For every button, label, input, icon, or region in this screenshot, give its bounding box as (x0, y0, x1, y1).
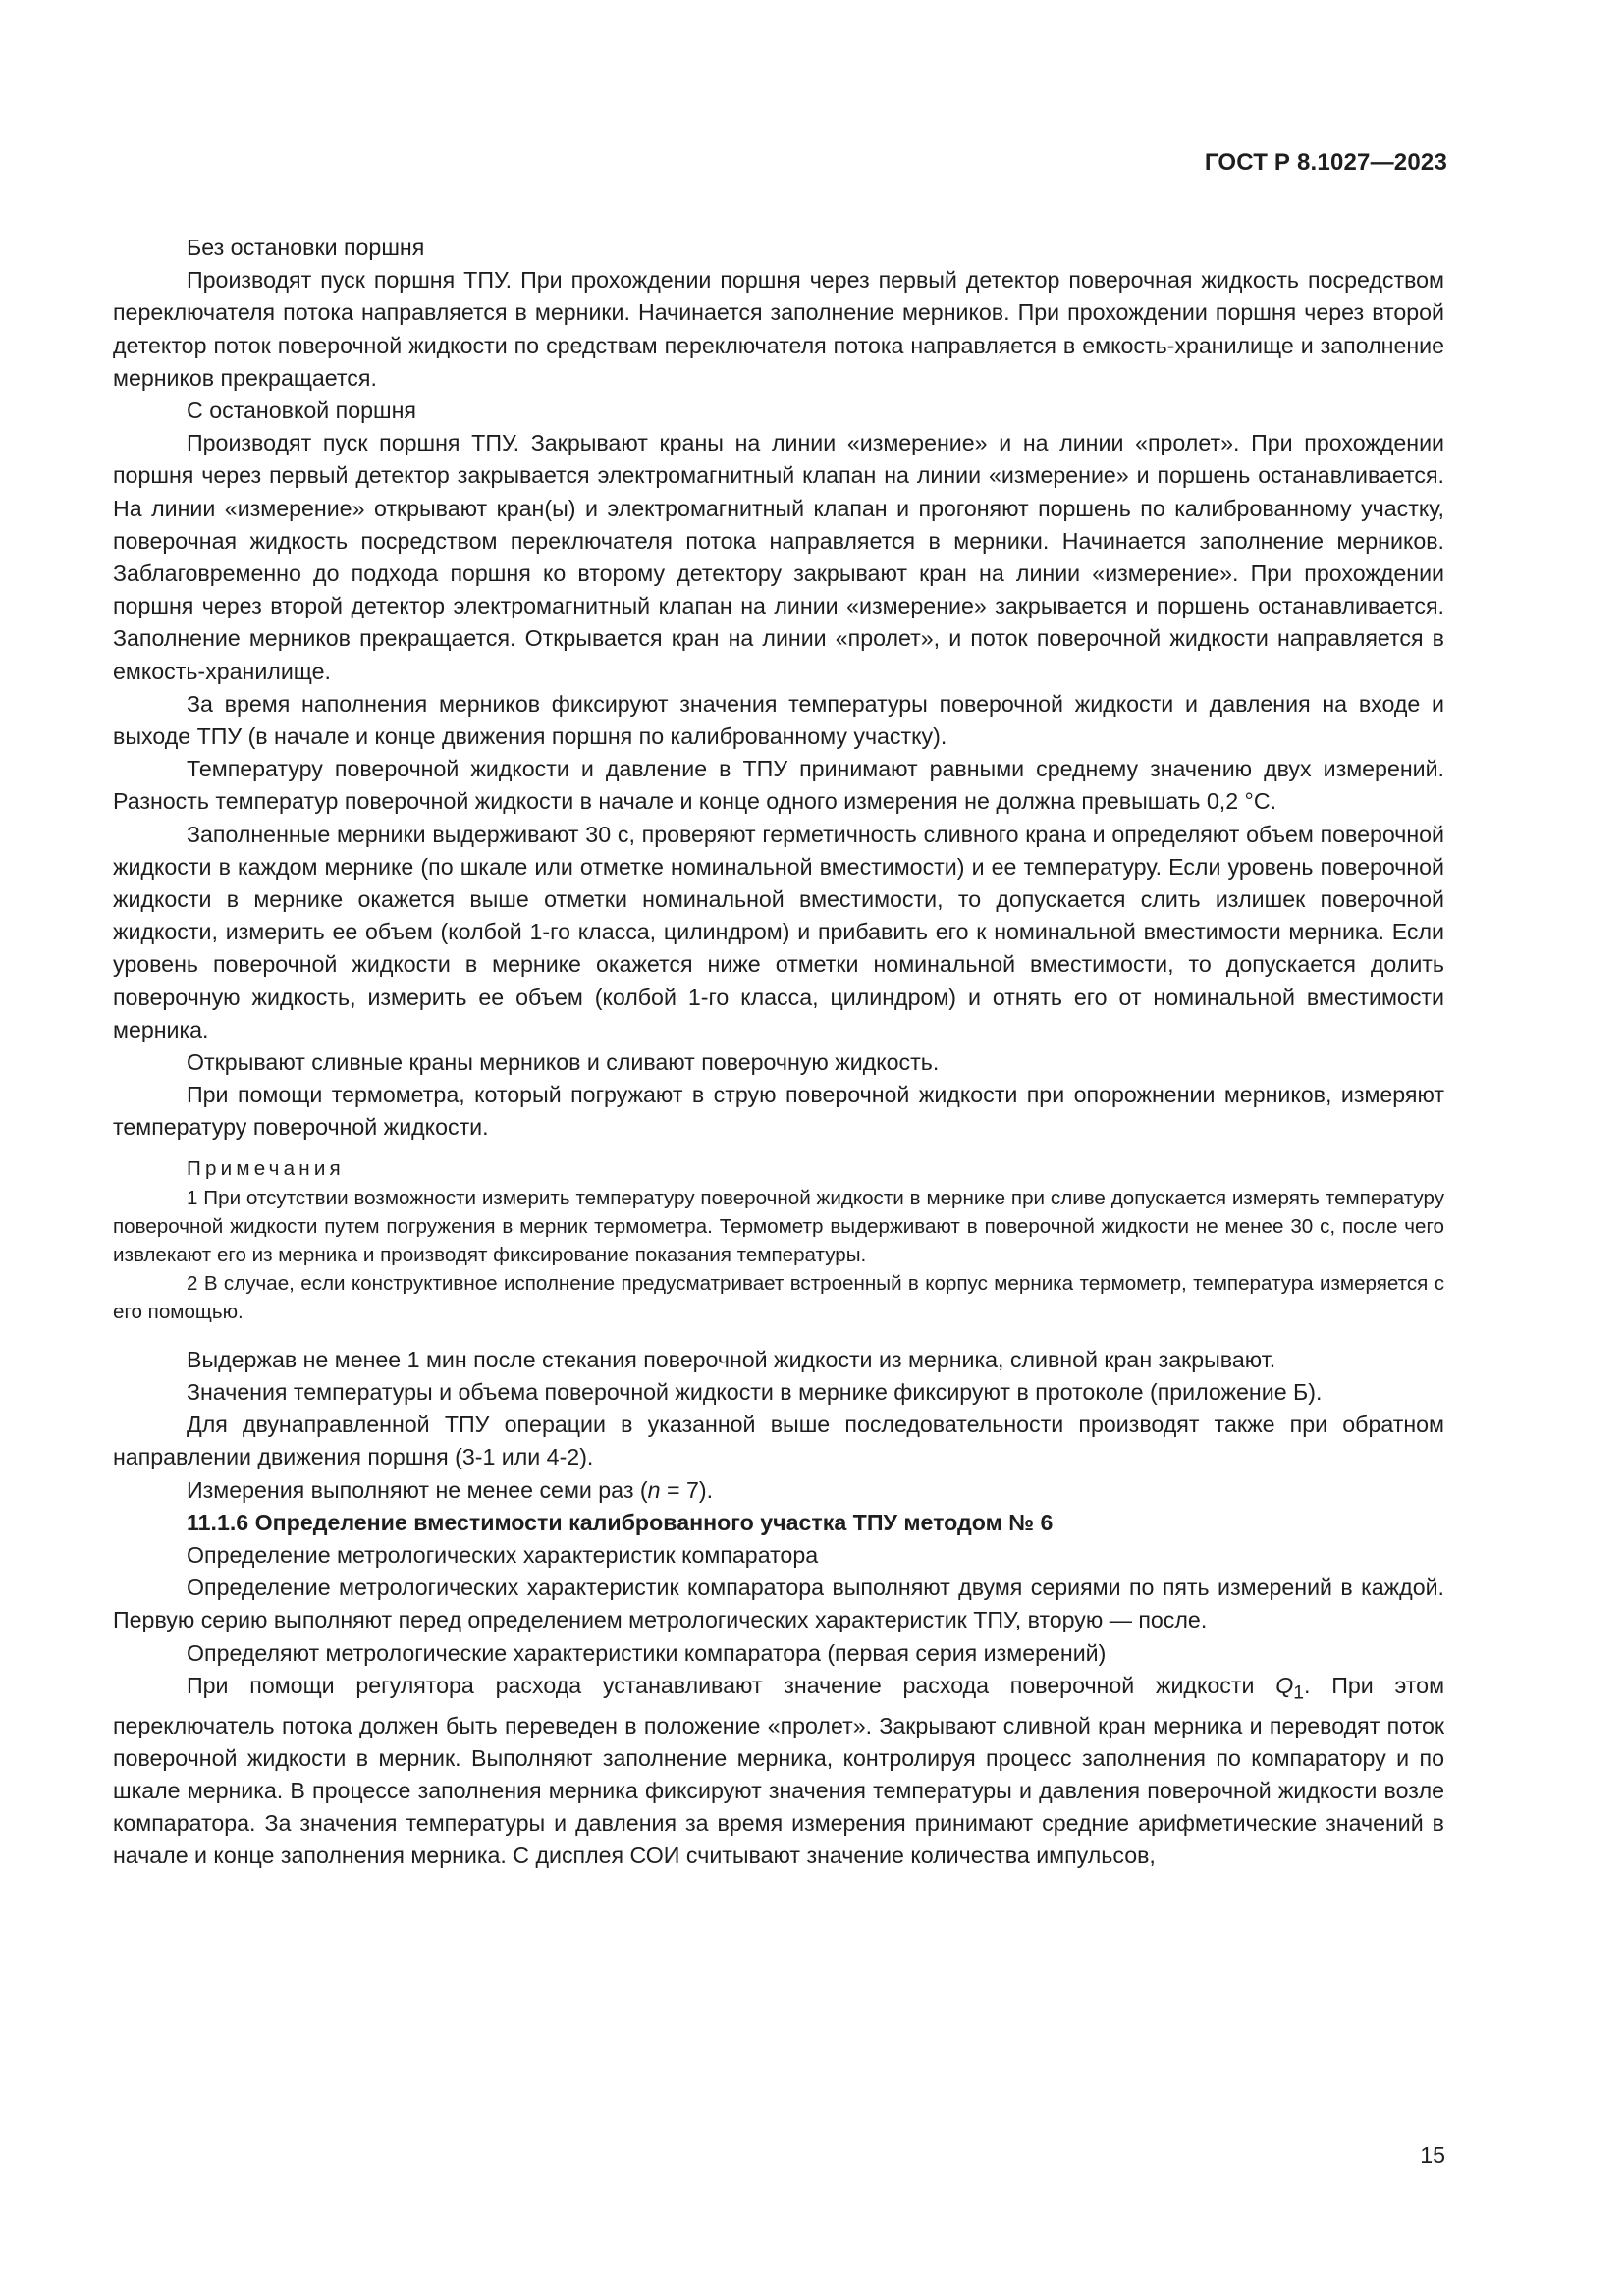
paragraph: Температуру поверочной жидкости и давление в ТПУ принимают равными среднему значению двух измерений. Разность температур поверочной жидкости в начале и конце одного измерения не должна превышать 0,2 °C. (113, 756, 1444, 815)
variable-q-subscript: 1 (1293, 1682, 1304, 1704)
note-item: 2 В случае, если конструктивное исполнение предусматривает встроенный в корпус мерника термометр, температура измеряется с его помощью. (113, 1271, 1444, 1323)
subheading-first-series: Определяют метрологические характеристики компаратора (первая серия измерений) (187, 1639, 1107, 1666)
body-text (113, 232, 1444, 1873)
subheading-no-stop: Без остановки поршня (187, 235, 425, 260)
paragraph: Заполненные мерники выдерживают 30 с, проверяют герметичность сливного крана и определяют объем поверочной жидкости в каждом мернике (по шкале или отметке номинальной вместимости) и ее температуру. Если уровень поверочной жидкости в мернике окажется выше отметки номинальной вместимости, то допускается слить излишек поверочной жидкости, измерить ее объем (колбой 1-го класса, цилиндром) и прибавить его к номинальной вместимости мерника. Если уровень поверочной жидкости в мернике окажется ниже отметки номинальной вместимости, то допускается долить поверочную жидкость, измерить ее объем (колбой 1-го класса, цилиндром) и отнять его от номинальной вместимости мерника. (113, 821, 1444, 1042)
measurements-prefix: Измерения выполняют не менее семи раз ( (187, 1476, 648, 1503)
final-paragraph (113, 1670, 1444, 1873)
paragraph: При помощи термометра, который погружают в струю поверочной жидкости при опорожнении мерников, измеряют температуру поверочной жидкости. (113, 1082, 1444, 1141)
subheading-comparator: Определение метрологических характеристик компаратора (187, 1541, 819, 1568)
paragraph: Для двунаправленной ТПУ операции в указанной выше последовательности производят также при обратном направлении движения поршня (3-1 или 4-2). (113, 1412, 1444, 1470)
subheading-with-stop: С остановкой поршня (187, 398, 416, 424)
paragraph: Производят пуск поршня ТПУ. При прохождении поршня через первый детектор поверочная жидкость посредством переключателя потока направляется в мерники. Начинается заполнение мерников. При прохождении поршня через второй детектор поток поверочной жидкости по средствам переключателя потока направляется в емкость-хранилище и заполнение мерников прекращается. (113, 267, 1444, 391)
variable-q: Q (1275, 1672, 1294, 1698)
page-number: 15 (1420, 2142, 1445, 2167)
measurements-paragraph (113, 1474, 1444, 1507)
paragraph: Производят пуск поршня ТПУ. Закрывают краны на линии «измерение» и на линии «пролет». При прохождении поршня через первый детектор закрывается электромагнитный клапан на линии «измерение» и поршень останавливается. На линии «измерение» открывают кран(ы) и электромагнитный клапан и прогоняют поршень по калиброванному участку, поверочная жидкость посредством переключателя потока направляется в мерники. Начинается заполнение мерников. Заблаговременно до подхода поршня ко второму детектору закрывают кран на линии «измерение». При прохождении поршня через второй детектор электромагнитный клапан на линии «измерение» закрывается и поршень останавливается. Заполнение мерников прекращается. Открывается кран на линии «пролет», и поток поверочной жидкости направляется в емкость-хранилище. (113, 430, 1444, 684)
notes-title: Примечания (187, 1156, 345, 1180)
section-heading: 11.1.6 Определение вместимости калиброванного участка ТПУ методом № 6 (187, 1509, 1054, 1535)
paragraph: За время наполнения мерников фиксируют значения температуры поверочной жидкости и давления на входе и выходе ТПУ (в начале и конце движения поршня по калиброванному участку). (113, 690, 1444, 750)
paragraph: Определение метрологических характеристик компаратора выполняют двумя сериями по пять измерений в каждой. Первую серию выполняют перед определением метрологических характеристик ТПУ, вторую — после. (113, 1575, 1444, 1633)
measurements-suffix: = 7). (660, 1476, 714, 1503)
final-paragraph-before: При помощи регулятора расхода устанавливают значение расхода поверочной жидкости (187, 1672, 1276, 1698)
paragraph: Выдержав не менее 1 мин после стекания поверочной жидкости из мерника, сливной кран закрывают. (187, 1346, 1276, 1372)
paragraph: Открывают сливные краны мерников и сливают поверочную жидкость. (187, 1049, 940, 1076)
notes-block (113, 1154, 1444, 1326)
paragraph: Значения температуры и объема поверочной жидкости в мернике фиксируют в протоколе (приложение Б). (187, 1378, 1323, 1405)
final-paragraph-after: . При этом переключатель потока должен быть переведен в положение «пролет». Закрывают сливной кран мерника и переводят поток поверочной жидкости в мерник. Выполняют заполнение мерника, контролируя процесс заполнения по компаратору и по шкале мерника. В процессе заполнения мерника фиксируют значения температуры и давления поверочной жидкости возле компаратора. За значения температуры и давления за время измерения принимают средние арифметические значений в начале и конце заполнения мерника. С дисплея СОИ считывают значение количества импульсов, (113, 1672, 1445, 1869)
note-item: 1 При отсутствии возможности измерить температуру поверочной жидкости в мернике при сливе допускается измерять температуру поверочной жидкости путем погружения в мерник термометра. Термометр выдерживают в поверочной жидкости не менее 30 с, после чего извлекают его из мерника и производят фиксирование показания температуры. (113, 1186, 1444, 1266)
standard-code-header: ГОСТ Р 8.1027—2023 (1204, 149, 1447, 176)
variable-n: n (647, 1476, 661, 1503)
